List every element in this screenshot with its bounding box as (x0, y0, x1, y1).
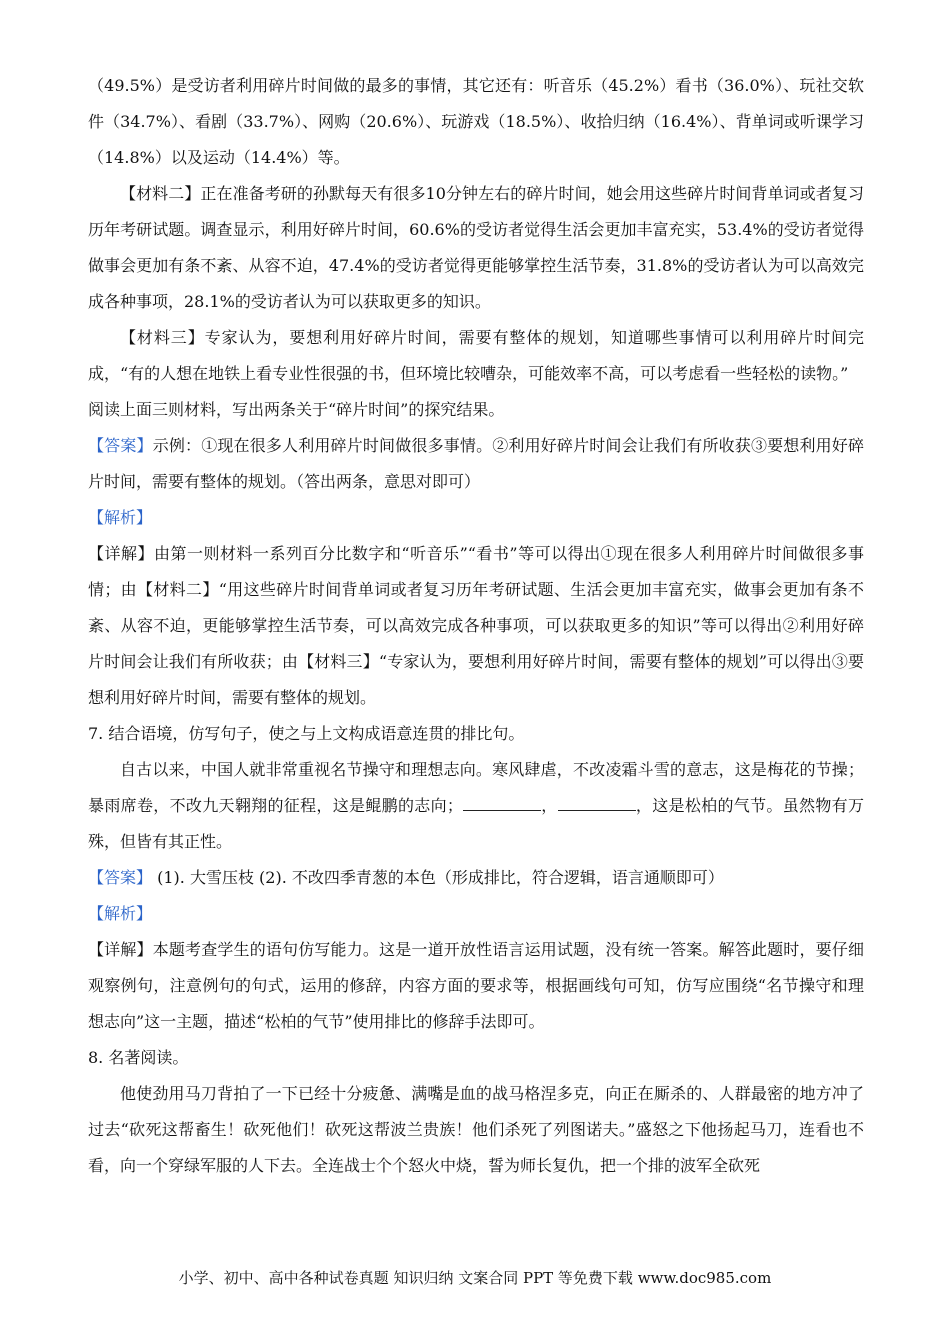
document-body (88, 68, 864, 1184)
question-8-excerpt: 他使劲用马刀背拍了一下已经十分疲惫、满嘴是血的战马格涅多克，向正在厮杀的、人群最密的地方冲了过去“砍死这帮畜生！砍死他们！砍死这帮波兰贵族！他们杀死了列图诺夫。”盛怒之下他扬起马刀，连看也不看，向一个穿绿军服的人下去。全连战士个个怒火中烧，誓为师长复仇，把一个排的波军全砍死 (88, 1084, 864, 1175)
material-three: 【材料三】专家认为，要想利用好碎片时间，需要有整体的规划，知道哪些事情可以利用碎片时间完成，“有的人想在地铁上看专业性很强的书，但环境比较嘈杂，可能效率不高，可以考虑看一些轻松的读物。” (88, 328, 864, 383)
q7-text-b: ，这是松柏的气节。虽然物有万殊，但皆有其正性。 (88, 796, 864, 851)
analysis-7-tag: 【解析】 (88, 904, 153, 923)
question-6-prompt: 阅读上面三则材料，写出两条关于“碎片时间”的探究结果。 (88, 400, 505, 419)
page-footer: 小学、初中、高中各种试卷真题 知识归纳 文案合同 PPT 等免费下载 www.doc985.com (178, 1269, 772, 1287)
q7-text-a: 自古以来，中国人就非常重视名节操守和理想志向。寒风肆虐，不改凌霜斗雪的意志，这是梅花的节操；暴雨席卷，不改九天翱翔的征程，这是鲲鹏的志向； (88, 760, 864, 815)
answer-6 (88, 428, 864, 500)
answer-6-text: 示例：①现在很多人利用碎片时间做很多事情。②利用好碎片时间会让我们有所收获③要想利用好碎片时间，需要有整体的规划。（答出两条，意思对即可） (88, 436, 864, 491)
question-7-text (88, 752, 864, 860)
fill-blank-1 (463, 796, 541, 811)
answer-7 (88, 860, 864, 896)
detail-6: 【详解】由第一则材料一系列百分比数字和“听音乐”“看书”等可以得出①现在很多人利用碎片时间做很多事情；由【材料二】“用这些碎片时间背单词或者复习历年考研试题、生活会更加丰富充实，做事会更加有条不紊、从容不迫，更能够掌控生活节奏，可以高效完成各种事项，可以获取更多的知识”等可以得出②利用好碎片时间会让我们有所收获；由【材料三】“专家认为，要想利用好碎片时间，需要有整体的规划”可以得出③要想利用好碎片时间，需要有整体的规划。 (88, 544, 864, 707)
q7-separator: ， (540, 796, 558, 815)
answer-tag: 【答案】 (88, 436, 153, 455)
detail-7: 【详解】本题考查学生的语句仿写能力。这是一道开放性语言运用试题，没有统一答案。解答此题时，要仔细观察例句，注意例句的句式，运用的修辞，内容方面的要求等，根据画线句可知，仿写应围绕“名节操守和理想志向”这一主题，描述“松柏的气节”使用排比的修辞手法即可。 (88, 940, 864, 1031)
material-two: 【材料二】正在准备考研的孙默每天有很多10分钟左右的碎片时间，她会用这些碎片时间背单词或者复习历年考研试题。调查显示，利用好碎片时间，60.6%的受访者觉得生活会更加丰富充实，53.4%的受访者觉得做事会更加有条不紊、从容不迫，47.4%的受访者觉得更能够掌控生活节奏，31.8%的受访者认为可以高效完成各种事项，28.1%的受访者认为可以获取更多的知识。 (88, 184, 864, 311)
material-one-tail: （49.5%）是受访者利用碎片时间做的最多的事情，其它还有：听音乐（45.2%）看书（36.0%）、玩社交软件（34.7%）、看剧（33.7%）、网购（20.6%）、玩游戏（18.5%）、收拾归纳（16.4%）、背单词或听课学习（14.8%）以及运动（14.4%）等。 (88, 76, 864, 167)
question-8: 8. 名著阅读。 (88, 1048, 189, 1067)
analysis-6-tag: 【解析】 (88, 508, 153, 527)
fill-blank-2 (558, 796, 636, 811)
question-7: 7. 结合语境，仿写句子，使之与上文构成语意连贯的排比句。 (88, 724, 525, 743)
answer-7-text: (1). 大雪压枝 (2). 不改四季青葱的本色（形成排比，符合逻辑，语言通顺即可） (152, 868, 724, 887)
answer-tag: 【答案】 (88, 868, 153, 887)
